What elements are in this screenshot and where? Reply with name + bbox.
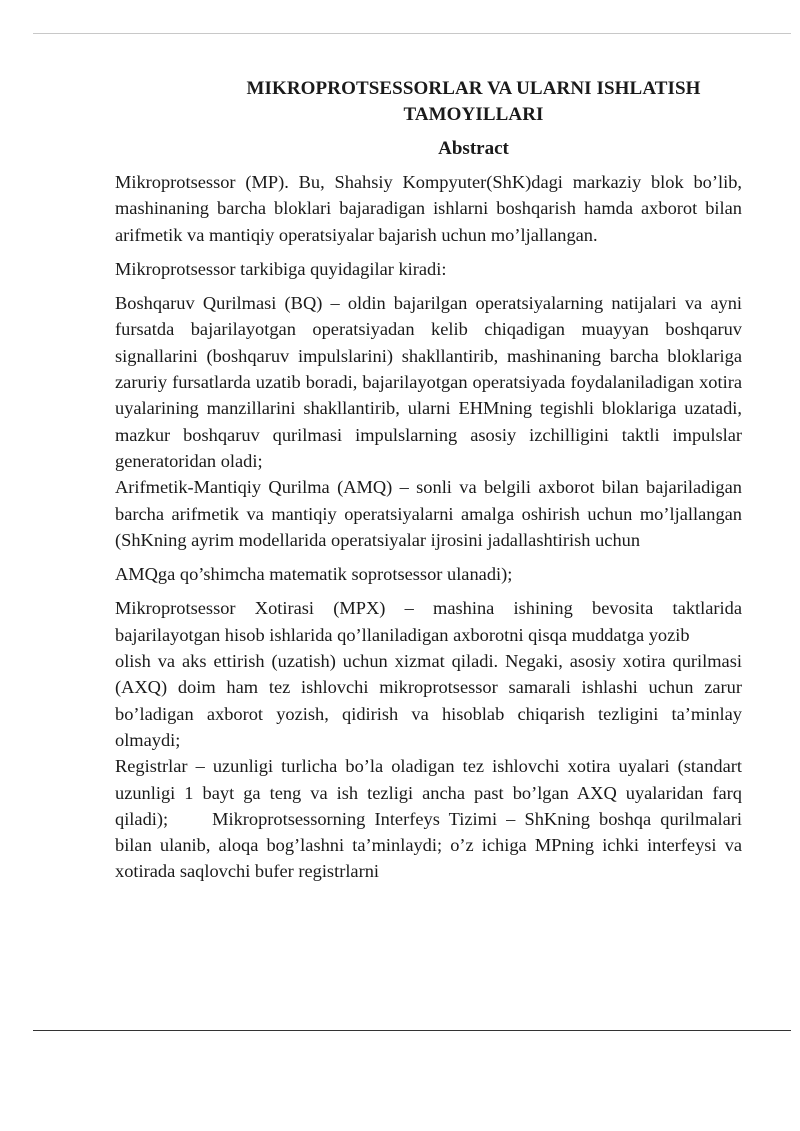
- document-page: [115, 76, 742, 885]
- interface-text: Mikroprotsessorning Interfeys Tizimi – ShKning boshqa qurilmalari bilan ulanib, aloqa bog’lashni ta’minlaydi; o’z ichiga MPning ichki interfeysi va xotirada saqlovchi bufer registrlarni: [115, 808, 742, 882]
- paragraph-memory-continued: olish va aks ettirish (uzatish) uchun xizmat qiladi. Negaki, asosiy xotira qurilmasi (AXQ) doim ham tez ishlovchi mikroprotsessor samarali ishlashi uchun zarur bo’ladigan axborot yozish, qidirish va hisoblab chiqarish tezligini ta’minlay olmaydi;: [115, 651, 742, 750]
- registers-text: Registrlar – uzunligi turlicha bo’la oladigan tez ishlovchi xotira uyalari (standart uzunligi 1 bayt ga teng va ish tezligi ancha past bo’lgan AXQ uyalaridan farq qiladi);: [115, 756, 742, 829]
- document-title: MIKROPROTSESSORLAR VA ULARNI ISHLATISH TAMOYILLARI: [246, 78, 701, 125]
- paragraph-alu: Arifmetik-Mantiqiy Qurilma (AMQ) – sonli va belgili axborot bilan bajariladigan barcha arifmetik va mantiqiy operatsiyalarni amalga oshirish uchun mo’ljallangan (ShKning ayrim modellarida operatsiyalar ijrosini jadallashtirish uchun: [115, 477, 742, 550]
- paragraph-components-lead: Mikroprotsessor tarkibiga quyidagilar kiradi:: [115, 258, 447, 279]
- paragraph-intro: Mikroprotsessor (MP). Bu, Shahsiy Kompyuter(ShK)dagi markaziy blok bo’lib, mashinaning barcha bloklari bajaradigan ishlarni boshqarish hamda axborot bilan arifmetik va mantiqiy operatsiyalar bajarish uchun mo’ljallangan.: [115, 172, 742, 245]
- footer-rule: [33, 1030, 791, 1031]
- header-rule: [33, 33, 791, 34]
- paragraph-registers: [115, 753, 742, 884]
- paragraph-memory: Mikroprotsessor Xotirasi (MPX) – mashina ishining bevosita taktlarida bajarilayotgan hisob ishlarida qo’llaniladigan axborotni qisqa muddatga yozib: [115, 598, 742, 645]
- abstract-heading: Abstract: [438, 138, 509, 159]
- paragraph-coprocessor: AMQga qo’shimcha matematik soprotsessor ulanadi);: [115, 564, 513, 585]
- paragraph-control-unit: Boshqaruv Qurilmasi (BQ) – oldin bajarilgan operatsiyalarning natijalari va ayni fursatda bajarilayotgan operatsiyadan kelib chiqadigan muayyan boshqaruv signallarini (boshqaruv impulslarini) shakllantirib, mashinaning barcha bloklariga zaruriy fursatlarda uzatib boradi, bajarilayotgan operatsiyada foydalaniladigan xotira uyalarining manzillarini shakllantirib, ularni EHMning tegishli bloklariga uzatadi, mazkur boshqaruv qurilmasi impulslarning asosiy izchilligini taktli impulslar generatoridan oladi;: [115, 293, 742, 471]
